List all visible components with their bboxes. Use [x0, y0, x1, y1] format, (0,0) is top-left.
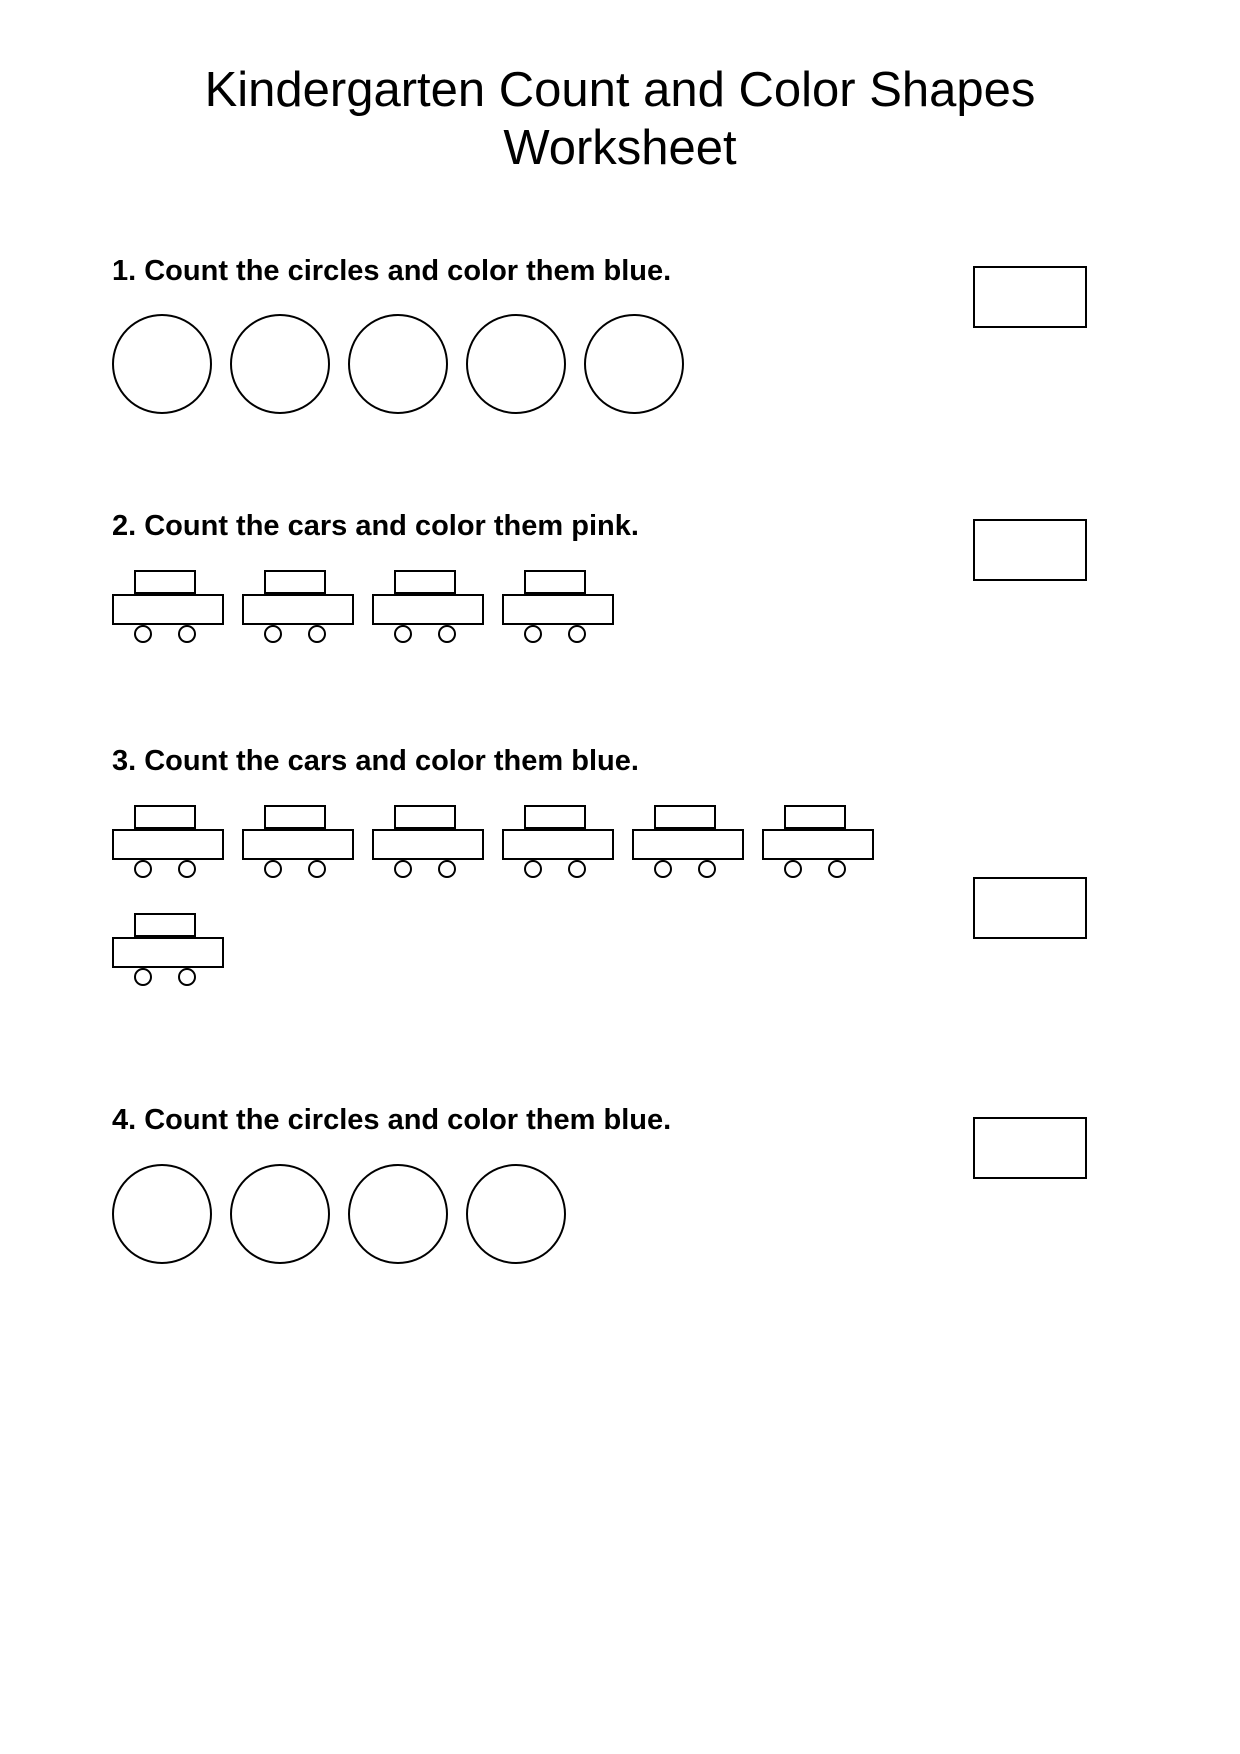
car-shape[interactable] — [112, 913, 224, 991]
car-cabin — [134, 913, 196, 937]
problem-1-shapes — [112, 314, 1122, 414]
car-wheel — [264, 625, 282, 643]
circle-shape[interactable] — [584, 314, 684, 414]
car-wheel — [394, 625, 412, 643]
car-shape[interactable] — [242, 570, 354, 648]
car-wheel — [394, 860, 412, 878]
car-wheel — [828, 860, 846, 878]
car-body — [242, 829, 354, 860]
problem-2 — [112, 509, 1122, 648]
car-cabin — [394, 805, 456, 829]
answer-box[interactable] — [973, 1117, 1087, 1179]
car-body — [112, 937, 224, 968]
problem-4-prompt: 4. Count the circles and color them blue. — [112, 1104, 672, 1137]
car-wheel — [178, 968, 196, 986]
answer-box[interactable] — [973, 877, 1087, 939]
car-shape[interactable] — [112, 805, 224, 883]
problem-3-prompt: 3. Count the cars and color them blue. — [112, 745, 639, 778]
car-body — [762, 829, 874, 860]
circle-shape[interactable] — [348, 1164, 448, 1264]
car-wheel — [784, 860, 802, 878]
car-body — [372, 594, 484, 625]
car-body — [372, 829, 484, 860]
car-cabin — [134, 805, 196, 829]
problem-2-shapes — [112, 570, 1122, 648]
car-shape[interactable] — [762, 805, 874, 883]
circle-shape[interactable] — [466, 1164, 566, 1264]
shape-row — [112, 805, 1122, 883]
page-title: Kindergarten Count and Color Shapes Worksheet — [204, 63, 1036, 175]
problem-4 — [112, 1103, 1122, 1264]
problem-1-prompt: 1. Count the circles and color them blue. — [112, 254, 672, 287]
car-wheel — [524, 625, 542, 643]
car-cabin — [524, 570, 586, 594]
problem-3-shapes — [112, 805, 1122, 991]
car-wheel — [438, 625, 456, 643]
problem-1 — [112, 254, 1122, 415]
car-wheel — [654, 860, 672, 878]
shape-row — [112, 913, 1122, 991]
car-wheel — [178, 860, 196, 878]
car-wheel — [264, 860, 282, 878]
car-shape[interactable] — [242, 805, 354, 883]
car-shape[interactable] — [372, 570, 484, 648]
car-wheel — [438, 860, 456, 878]
shape-row — [112, 570, 1122, 648]
circle-shape[interactable] — [466, 314, 566, 414]
problem-2-prompt: 2. Count the cars and color them pink. — [112, 510, 639, 543]
shape-row — [112, 314, 1122, 414]
car-shape[interactable] — [372, 805, 484, 883]
answer-box[interactable] — [973, 519, 1087, 581]
car-body — [242, 594, 354, 625]
circle-shape[interactable] — [230, 1164, 330, 1264]
car-wheel — [134, 968, 152, 986]
car-wheel — [308, 625, 326, 643]
car-body — [112, 594, 224, 625]
car-shape[interactable] — [502, 805, 614, 883]
circle-shape[interactable] — [230, 314, 330, 414]
car-body — [502, 829, 614, 860]
car-wheel — [698, 860, 716, 878]
circle-shape[interactable] — [348, 314, 448, 414]
problem-3 — [112, 744, 1122, 991]
car-wheel — [178, 625, 196, 643]
car-cabin — [784, 805, 846, 829]
car-wheel — [134, 860, 152, 878]
car-cabin — [524, 805, 586, 829]
car-shape[interactable] — [632, 805, 744, 883]
car-body — [112, 829, 224, 860]
car-cabin — [654, 805, 716, 829]
circle-shape[interactable] — [112, 1164, 212, 1264]
car-cabin — [394, 570, 456, 594]
car-wheel — [568, 625, 586, 643]
car-shape[interactable] — [112, 570, 224, 648]
shape-row — [112, 1164, 1122, 1264]
answer-box[interactable] — [973, 266, 1087, 328]
car-cabin — [264, 570, 326, 594]
car-cabin — [264, 805, 326, 829]
car-wheel — [524, 860, 542, 878]
car-cabin — [134, 570, 196, 594]
car-wheel — [134, 625, 152, 643]
problem-4-shapes — [112, 1164, 1122, 1264]
car-body — [502, 594, 614, 625]
car-body — [632, 829, 744, 860]
car-wheel — [568, 860, 586, 878]
car-wheel — [308, 860, 326, 878]
car-shape[interactable] — [502, 570, 614, 648]
circle-shape[interactable] — [112, 314, 212, 414]
